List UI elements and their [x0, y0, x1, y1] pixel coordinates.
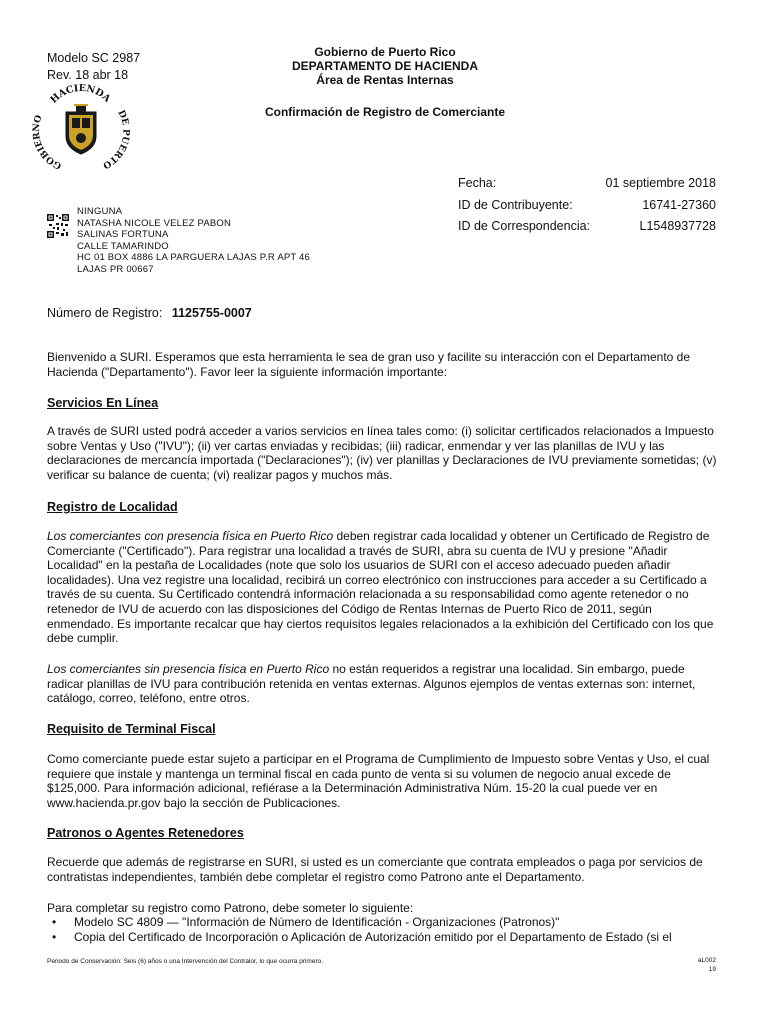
address-line: HC 01 BOX 4886 LA PARGUERA LAJAS P.R APT 46 — [77, 252, 311, 264]
seal-text-left: GOBIERNO — [32, 114, 64, 171]
seal-emblem — [32, 82, 130, 172]
employers-list-intro: Para completar su registro como Patrono, debe someter lo siguiente: — [47, 901, 414, 915]
list-item: • Modelo SC 4809 — "Información de Número de Identificación - Organizaciones (Patronos)" — [47, 915, 717, 930]
hacienda-seal-logo — [32, 82, 130, 172]
form-model: Modelo SC 2987 — [47, 51, 141, 65]
intro-paragraph: Bienvenido a SURI. Esperamos que esta herramienta le sea de gran uso y facilite su interacción con el Departamento de Hacienda ("Departamento"). Favor leer la siguiente información importante: — [47, 350, 691, 379]
document-title: Confirmación de Registro de Comerciante — [264, 105, 506, 119]
locality-paragraph-2 — [47, 662, 717, 706]
services-heading: Servicios En Línea — [47, 396, 159, 410]
employers-requirements-list — [47, 915, 717, 944]
retention-note: Periodo de Conservación: Seis (6) años o una Intervención del Contralor, lo que ocurra primero. — [47, 958, 324, 965]
qr-code — [47, 214, 69, 238]
form-code: aL002 — [697, 957, 716, 964]
form-identifier — [47, 50, 140, 84]
document-meta — [458, 176, 716, 241]
terminal-heading: Requisito de Terminal Fiscal — [47, 722, 216, 736]
svg-text:GOBIERNO — [32, 114, 63, 171]
government-name: Gobierno de Puerto Rico — [314, 45, 456, 59]
locality-p1-emphasis: Los comerciantes con presencia física en Puerto Rico — [47, 529, 334, 543]
registration-label: Número de Registro: — [47, 306, 163, 320]
employers-heading: Patronos o Agentes Retenedores — [47, 826, 244, 840]
document-header — [140, 45, 630, 119]
registration-number — [47, 306, 252, 320]
address-line: NATASHA NICOLE VELEZ PABON — [77, 217, 232, 229]
address-line: SALINAS FORTUNA — [77, 229, 169, 241]
page-number: 19 — [708, 966, 716, 973]
department-name: DEPARTAMENTO DE HACIENDA — [291, 59, 478, 73]
seal-text-top: HACIENDA — [48, 82, 113, 106]
meta-label: ID de Contribuyente: — [458, 197, 573, 212]
services-paragraph: A través de SURI usted podrá acceder a varios servicios en línea tales como: (i) solicitar certificados relacionados a Impuesto sobre Ventas y Uso ("IVU"); (ii) ver cartas enviadas y recibidas; (iii) radicar, enmendar y ver las planillas de IVU y las declaraciones de mercancía importada ("Declaraciones"); (iv) ver planillas y Declaraciones de IVU previamente sometidas; (v) verificar su balance de cuenta; (vi) realizar pagos y muchos más. — [47, 424, 717, 482]
meta-row-taxpayer-id — [458, 198, 716, 220]
form-revision: Rev. 18 abr 18 — [47, 68, 129, 82]
address-line: LAJAS PR 00667 — [77, 263, 154, 275]
seal-text-right: DE PUERTO — [100, 108, 130, 171]
address-line: CALLE TAMARINDO — [77, 240, 169, 252]
footer-code — [650, 956, 716, 974]
meta-row-correspondence-id — [458, 219, 716, 241]
locality-p1-text: deben registrar cada localidad y obtener un Certificado de Registro de Comerciante ("Certificado"). Para registrar una localidad a través de SURI, abra su cuenta de IVU y presione "Añadir Localidad" en la pestaña de Localidades (note que solo los usuarios de SURI con el acceso adecuado pueden añadir localidades). Una vez registre una localidad, recibirá un correo electrónico con instrucciones para acceder a su Certificado a través de su cuenta. Su Certificado contendrá información relacionada a su responsabilidad como agente retenedor o no retenedor de IVU de acuerdo con las disposiciones del Código de Rentas Internas de Puerto Rico de 2011, según enmendado. Es importante recalcar que hay ciertos requisitos legales relacionados a la exhibición del Certificado con los que debe cumplir. — [47, 529, 714, 646]
list-item: • Copia del Certificado de Incorporación o Aplicación de Autorización emitido por el Departamento de Estado (si el — [47, 930, 717, 945]
meta-value: 16741-27360 — [642, 197, 716, 212]
area-name: Área de Rentas Internas — [316, 73, 454, 87]
recipient-address — [77, 206, 310, 276]
locality-heading: Registro de Localidad — [47, 500, 178, 514]
locality-p2-emphasis: Los comerciantes sin presencia física en Puerto Rico — [47, 662, 330, 676]
employers-paragraph: Recuerde que además de registrarse en SURI, si usted es un comerciante que contrata empleados o paga por servicios de contratistas independientes, también debe completar el registro como Patrono ante el Departamento. — [47, 855, 703, 884]
meta-value: L1548937728 — [639, 219, 716, 233]
qr-code-graphic — [47, 214, 69, 238]
terminal-paragraph: Como comerciante puede estar sujeto a participar en el Programa de Cumplimiento de Impuesto sobre Ventas y Uso, el cual requiere que instale y mantenga un terminal fiscal en cada punto de venta si su volumen de negocio anual excede de $125,000. Para información adicional, refiérase a la Determinación Administrativa Núm. 15-20 la cual puede ver en www.hacienda.pr.gov bajo la sección de Publicaciones. — [47, 752, 710, 810]
registration-value: 1125755-0007 — [171, 306, 252, 320]
meta-label: ID de Correspondencia: — [458, 219, 591, 233]
svg-text:HACIENDA — [48, 83, 113, 106]
meta-value: 01 septiembre 2018 — [605, 176, 716, 190]
address-line: NINGUNA — [77, 206, 123, 217]
locality-p2-text: no están requeridos a registrar una localidad. Sin embargo, puede radicar planillas de IVU para contribución retenida en ventas externas. Algunos ejemplos de ventas externas son: internet, catálogo, correo, teléfono, entre otros. — [47, 662, 696, 706]
meta-label: Fecha: — [458, 176, 497, 190]
meta-row-date — [458, 176, 716, 198]
locality-paragraph-1 — [47, 529, 717, 646]
